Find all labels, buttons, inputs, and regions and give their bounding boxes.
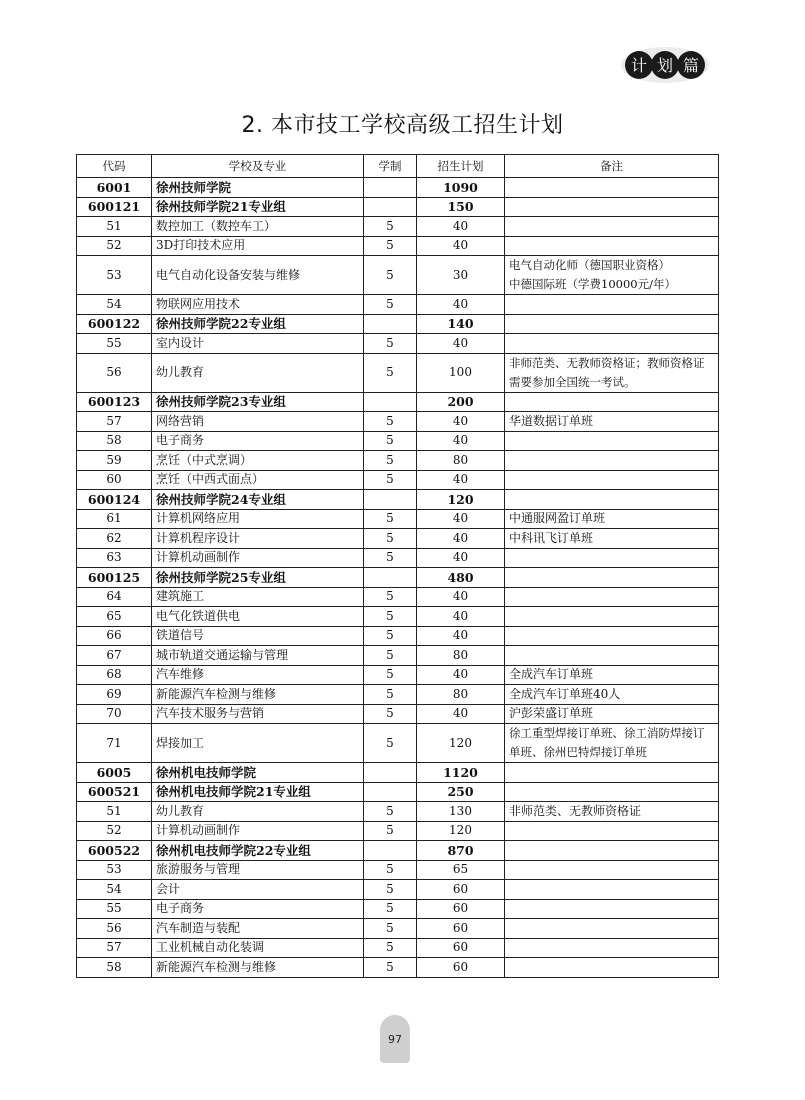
table-row — [77, 919, 719, 939]
cell-code: 62 — [77, 529, 152, 549]
cell-code: 6005 — [77, 763, 152, 783]
cell-quota: 40 — [417, 236, 505, 256]
cell-code: 52 — [77, 821, 152, 841]
cell-note: 全成汽车订单班 — [505, 665, 719, 685]
cell-note: 华道数据订单班 — [505, 412, 719, 432]
cell-quota: 40 — [417, 334, 505, 354]
cell-quota: 40 — [417, 470, 505, 490]
cell-school-major: 徐州技师学院21专业组 — [152, 197, 364, 217]
cell-school-major: 徐州技师学院 — [152, 178, 364, 198]
cell-school-major: 铁道信号 — [152, 626, 364, 646]
cell-school-major: 计算机动画制作 — [152, 548, 364, 568]
cell-years: 5 — [364, 295, 417, 315]
cell-code: 56 — [77, 919, 152, 939]
cell-quota: 140 — [417, 314, 505, 334]
table-row — [77, 821, 719, 841]
group-row — [77, 782, 719, 802]
cell-quota: 40 — [417, 509, 505, 529]
table-row — [77, 470, 719, 490]
cell-code: 63 — [77, 548, 152, 568]
cell-quota: 40 — [417, 626, 505, 646]
cell-school-major: 徐州机电技师学院22专业组 — [152, 841, 364, 861]
cell-quota: 65 — [417, 860, 505, 880]
cell-years: 5 — [364, 880, 417, 900]
cell-quota: 60 — [417, 899, 505, 919]
cell-quota: 100 — [417, 353, 505, 392]
cell-code: 54 — [77, 880, 152, 900]
cell-quota: 40 — [417, 548, 505, 568]
cell-quota: 40 — [417, 529, 505, 549]
cell-note — [505, 178, 719, 198]
table-row — [77, 646, 719, 666]
cell-school-major: 工业机械自动化装调 — [152, 938, 364, 958]
cell-years: 5 — [364, 802, 417, 822]
cell-note — [505, 587, 719, 607]
cell-school-major: 3D打印技术应用 — [152, 236, 364, 256]
cell-code: 51 — [77, 217, 152, 237]
school-row — [77, 178, 719, 198]
group-row — [77, 568, 719, 588]
cell-school-major: 徐州机电技师学院 — [152, 763, 364, 783]
cell-code: 53 — [77, 256, 152, 295]
cell-code: 61 — [77, 509, 152, 529]
cell-note: 电气自动化师（德国职业资格） 中德国际班（学费10000元/年） — [505, 256, 719, 295]
cell-note — [505, 646, 719, 666]
cell-note — [505, 470, 719, 490]
cell-years: 5 — [364, 685, 417, 705]
cell-school-major: 汽车维修 — [152, 665, 364, 685]
cell-note — [505, 763, 719, 783]
table-row — [77, 665, 719, 685]
section-badge — [620, 45, 710, 85]
cell-quota: 120 — [417, 821, 505, 841]
cell-quota: 40 — [417, 665, 505, 685]
table-row — [77, 685, 719, 705]
cell-school-major: 徐州机电技师学院21专业组 — [152, 782, 364, 802]
cell-years: 5 — [364, 509, 417, 529]
cell-years: 5 — [364, 334, 417, 354]
cell-school-major: 烹饪（中式烹调） — [152, 451, 364, 471]
cell-years: 5 — [364, 958, 417, 978]
cell-quota: 120 — [417, 724, 505, 763]
cell-note: 中通服网盈订单班 — [505, 509, 719, 529]
cell-years: 5 — [364, 704, 417, 724]
cell-note: 中科讯飞订单班 — [505, 529, 719, 549]
cell-note: 沪彭荣盛订单班 — [505, 704, 719, 724]
cell-note — [505, 919, 719, 939]
cell-quota: 80 — [417, 646, 505, 666]
cell-years: 5 — [364, 607, 417, 627]
cell-years: 5 — [364, 412, 417, 432]
cell-quota: 1120 — [417, 763, 505, 783]
cell-quota: 30 — [417, 256, 505, 295]
cell-years: 5 — [364, 919, 417, 939]
table-row — [77, 938, 719, 958]
cell-code: 600121 — [77, 197, 152, 217]
table-row — [77, 860, 719, 880]
cell-years: 5 — [364, 626, 417, 646]
school-row — [77, 763, 719, 783]
cell-quota: 80 — [417, 451, 505, 471]
cell-years: 5 — [364, 724, 417, 763]
cell-code: 68 — [77, 665, 152, 685]
table-row — [77, 334, 719, 354]
cell-years — [364, 490, 417, 510]
cell-school-major: 徐州技师学院25专业组 — [152, 568, 364, 588]
cell-school-major: 城市轨道交通运输与管理 — [152, 646, 364, 666]
cell-school-major: 焊接加工 — [152, 724, 364, 763]
cell-quota: 130 — [417, 802, 505, 822]
cell-school-major: 电气化铁道供电 — [152, 607, 364, 627]
table-row — [77, 607, 719, 627]
table-row — [77, 626, 719, 646]
cell-years: 5 — [364, 548, 417, 568]
group-row — [77, 490, 719, 510]
table-row — [77, 451, 719, 471]
cell-code: 60 — [77, 470, 152, 490]
cell-years: 5 — [364, 665, 417, 685]
column-header-note: 备注 — [505, 155, 719, 178]
cell-years — [364, 841, 417, 861]
cell-years — [364, 178, 417, 198]
cell-school-major: 计算机网络应用 — [152, 509, 364, 529]
cell-note — [505, 392, 719, 412]
cell-school-major: 物联网应用技术 — [152, 295, 364, 315]
group-row — [77, 314, 719, 334]
cell-code: 64 — [77, 587, 152, 607]
table-row — [77, 353, 719, 392]
cell-code: 54 — [77, 295, 152, 315]
cell-school-major: 徐州技师学院22专业组 — [152, 314, 364, 334]
cell-code: 600522 — [77, 841, 152, 861]
cell-note — [505, 607, 719, 627]
cell-code: 65 — [77, 607, 152, 627]
table-row — [77, 899, 719, 919]
cell-code: 53 — [77, 860, 152, 880]
table-row — [77, 431, 719, 451]
cell-quota: 40 — [417, 607, 505, 627]
cell-code: 56 — [77, 353, 152, 392]
cell-note — [505, 217, 719, 237]
cell-note — [505, 958, 719, 978]
cell-years: 5 — [364, 529, 417, 549]
table-row — [77, 704, 719, 724]
table-row — [77, 958, 719, 978]
table-row — [77, 295, 719, 315]
cell-note — [505, 938, 719, 958]
group-row — [77, 841, 719, 861]
cell-code: 600122 — [77, 314, 152, 334]
column-header-school-major: 学校及专业 — [152, 155, 364, 178]
table-header-row — [77, 155, 719, 178]
cell-years: 5 — [364, 217, 417, 237]
cell-school-major: 汽车制造与装配 — [152, 919, 364, 939]
cell-note — [505, 236, 719, 256]
cell-code: 69 — [77, 685, 152, 705]
cell-years — [364, 782, 417, 802]
cell-years — [364, 568, 417, 588]
cell-code: 55 — [77, 899, 152, 919]
cell-code: 600123 — [77, 392, 152, 412]
cell-code: 66 — [77, 626, 152, 646]
cell-quota: 150 — [417, 197, 505, 217]
cell-note — [505, 490, 719, 510]
table-row — [77, 236, 719, 256]
cell-school-major: 徐州技师学院24专业组 — [152, 490, 364, 510]
cell-code: 58 — [77, 431, 152, 451]
cell-note — [505, 314, 719, 334]
cell-school-major: 汽车技术服务与营销 — [152, 704, 364, 724]
cell-quota: 120 — [417, 490, 505, 510]
cell-note: 非师范类、无教师资格证；教师资格证 需要参加全国统一考试。 — [505, 353, 719, 392]
cell-school-major: 计算机程序设计 — [152, 529, 364, 549]
cell-years: 5 — [364, 353, 417, 392]
cell-school-major: 旅游服务与管理 — [152, 860, 364, 880]
cell-years: 5 — [364, 256, 417, 295]
cell-years: 5 — [364, 431, 417, 451]
cell-quota: 40 — [417, 217, 505, 237]
cell-code: 58 — [77, 958, 152, 978]
cell-quota: 60 — [417, 958, 505, 978]
cell-note — [505, 899, 719, 919]
cell-quota: 40 — [417, 412, 505, 432]
cell-years — [364, 392, 417, 412]
cell-quota: 80 — [417, 685, 505, 705]
table-row — [77, 529, 719, 549]
table-row — [77, 880, 719, 900]
cell-code: 600124 — [77, 490, 152, 510]
cell-note — [505, 626, 719, 646]
table-row — [77, 587, 719, 607]
cell-quota: 200 — [417, 392, 505, 412]
cell-school-major: 电子商务 — [152, 899, 364, 919]
cell-quota: 40 — [417, 295, 505, 315]
cell-school-major: 建筑施工 — [152, 587, 364, 607]
page-number: 97 — [380, 1015, 410, 1063]
cell-quota: 250 — [417, 782, 505, 802]
group-row — [77, 392, 719, 412]
cell-note: 非师范类、无教师资格证 — [505, 802, 719, 822]
cell-note — [505, 782, 719, 802]
cell-quota: 40 — [417, 704, 505, 724]
cell-years: 5 — [364, 821, 417, 841]
table-row — [77, 217, 719, 237]
cell-school-major: 新能源汽车检测与维修 — [152, 958, 364, 978]
cell-code: 600125 — [77, 568, 152, 588]
cell-code: 57 — [77, 412, 152, 432]
cell-note: 徐工重型焊接订单班、徐工消防焊接订 单班、徐州巴特焊接订单班 — [505, 724, 719, 763]
cell-school-major: 会计 — [152, 880, 364, 900]
cell-years: 5 — [364, 587, 417, 607]
cell-code: 51 — [77, 802, 152, 822]
cell-code: 55 — [77, 334, 152, 354]
cell-school-major: 徐州技师学院23专业组 — [152, 392, 364, 412]
cell-school-major: 电子商务 — [152, 431, 364, 451]
cell-school-major: 新能源汽车检测与维修 — [152, 685, 364, 705]
cell-note — [505, 860, 719, 880]
cell-school-major: 幼儿教育 — [152, 353, 364, 392]
badge-char-1: 计 — [630, 56, 648, 75]
cell-code: 71 — [77, 724, 152, 763]
cell-code: 52 — [77, 236, 152, 256]
cell-quota: 1090 — [417, 178, 505, 198]
enrollment-plan-table — [76, 154, 719, 978]
badge-char-3: 篇 — [682, 56, 700, 75]
cell-school-major: 数控加工（数控车工） — [152, 217, 364, 237]
cell-note: 全成汽车订单班40人 — [505, 685, 719, 705]
cell-years — [364, 314, 417, 334]
cell-quota: 40 — [417, 587, 505, 607]
cell-years: 5 — [364, 470, 417, 490]
group-row — [77, 197, 719, 217]
column-header-quota: 招生计划 — [417, 155, 505, 178]
cell-years: 5 — [364, 899, 417, 919]
table-row — [77, 509, 719, 529]
column-header-code: 代码 — [77, 155, 152, 178]
cell-school-major: 计算机动画制作 — [152, 821, 364, 841]
cell-quota: 60 — [417, 919, 505, 939]
cell-years: 5 — [364, 646, 417, 666]
table-row — [77, 256, 719, 295]
cell-note — [505, 451, 719, 471]
table-row — [77, 724, 719, 763]
table-row — [77, 548, 719, 568]
badge-char-2: 划 — [656, 56, 674, 75]
cell-years: 5 — [364, 236, 417, 256]
cell-years: 5 — [364, 451, 417, 471]
cell-code: 600521 — [77, 782, 152, 802]
cell-code: 57 — [77, 938, 152, 958]
cell-note — [505, 568, 719, 588]
cell-note — [505, 548, 719, 568]
table-row — [77, 412, 719, 432]
table-body — [77, 178, 719, 978]
cell-years: 5 — [364, 860, 417, 880]
cell-quota: 40 — [417, 431, 505, 451]
cell-note — [505, 880, 719, 900]
cell-school-major: 烹饪（中西式面点） — [152, 470, 364, 490]
cell-school-major: 幼儿教育 — [152, 802, 364, 822]
cell-code: 6001 — [77, 178, 152, 198]
cell-years — [364, 197, 417, 217]
cell-note — [505, 431, 719, 451]
cell-years — [364, 763, 417, 783]
cell-code: 70 — [77, 704, 152, 724]
cell-note — [505, 821, 719, 841]
cell-quota: 870 — [417, 841, 505, 861]
cell-code: 67 — [77, 646, 152, 666]
cell-school-major: 室内设计 — [152, 334, 364, 354]
cell-code: 59 — [77, 451, 152, 471]
cell-note — [505, 295, 719, 315]
cell-quota: 60 — [417, 938, 505, 958]
table-row — [77, 802, 719, 822]
cell-note — [505, 334, 719, 354]
cell-note — [505, 841, 719, 861]
cell-quota: 60 — [417, 880, 505, 900]
cell-school-major: 电气自动化设备安装与维修 — [152, 256, 364, 295]
cell-years: 5 — [364, 938, 417, 958]
column-header-years: 学制 — [364, 155, 417, 178]
cell-school-major: 网络营销 — [152, 412, 364, 432]
cell-quota: 480 — [417, 568, 505, 588]
cell-note — [505, 197, 719, 217]
page-title: 2. 本市技工学校高级工招生计划 — [241, 113, 564, 138]
